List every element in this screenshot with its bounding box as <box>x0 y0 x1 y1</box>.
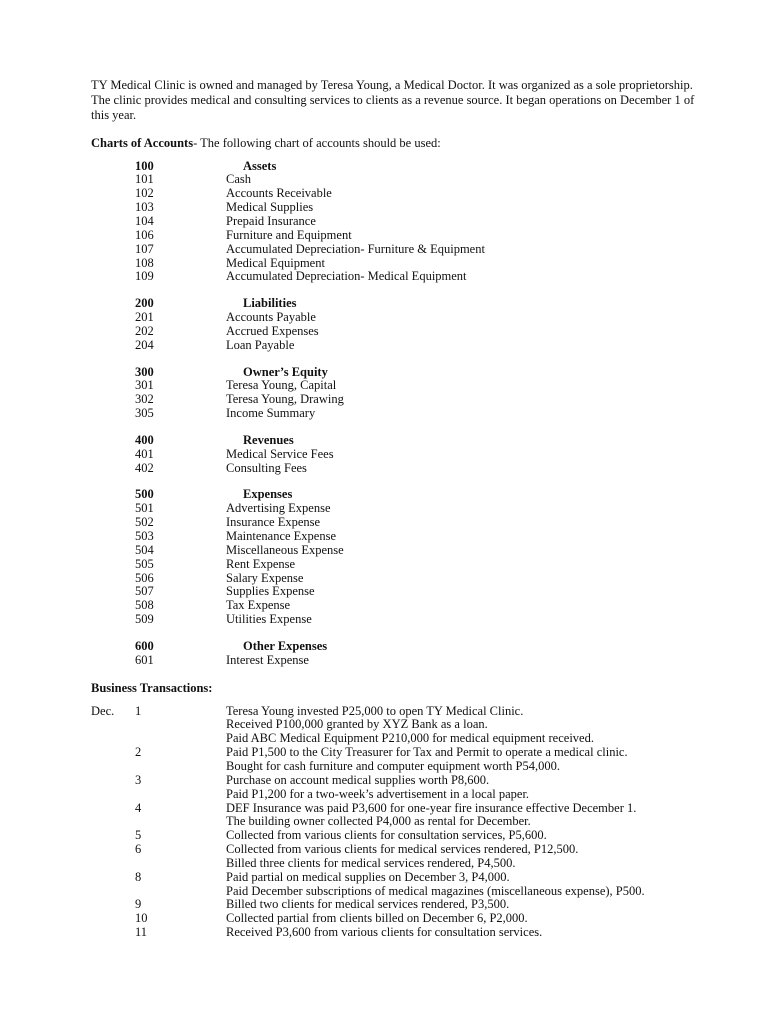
account-group-title: Revenues <box>243 432 294 447</box>
account-group <box>91 366 701 421</box>
transaction-text: Paid P1,500 to the City Treasurer for Tax and Permit to operate a medical clinic. <box>226 745 628 760</box>
account-name: Supplies Expense <box>226 584 315 599</box>
transaction-text: Paid P1,200 for a two-week’s advertisement in a local paper. <box>226 786 530 801</box>
account-group-code: 500 <box>135 487 154 502</box>
transaction-text: Purchase on account medical supplies worth P8,600. <box>226 772 490 787</box>
transaction-line <box>91 926 701 940</box>
account-name: Cash <box>226 172 251 187</box>
account-row <box>91 270 701 284</box>
account-row <box>91 393 701 407</box>
transaction-line <box>91 857 701 871</box>
account-row <box>91 502 701 516</box>
account-row <box>91 613 701 627</box>
account-code: 301 <box>135 378 154 393</box>
transaction-text: Collected from various clients for consultation services, P5,600. <box>226 828 547 843</box>
account-code: 204 <box>135 337 154 352</box>
account-code: 504 <box>135 542 154 557</box>
account-name: Rent Expense <box>226 556 296 571</box>
account-code: 601 <box>135 652 154 667</box>
transaction-day: 5 <box>135 828 142 843</box>
transaction-line <box>91 871 701 885</box>
account-code: 501 <box>135 501 154 516</box>
account-group-header <box>91 640 701 654</box>
account-row <box>91 257 701 271</box>
account-row <box>91 558 701 572</box>
account-name: Insurance Expense <box>226 515 321 530</box>
account-code: 302 <box>135 392 154 407</box>
transaction-line <box>91 912 701 926</box>
account-code: 509 <box>135 612 154 627</box>
account-name: Furniture and Equipment <box>226 227 352 242</box>
account-name: Medical Supplies <box>226 200 314 215</box>
transaction-line <box>91 718 701 732</box>
transaction-text: Paid ABC Medical Equipment P210,000 for medical equipment received. <box>226 731 594 746</box>
transaction-text: DEF Insurance was paid P3,600 for one-year fire insurance effective December 1. <box>226 800 637 815</box>
account-name: Prepaid Insurance <box>226 213 316 228</box>
account-group-title: Owner’s Equity <box>243 364 328 379</box>
account-row <box>91 572 701 586</box>
account-name: Teresa Young, Capital <box>226 378 337 393</box>
account-name: Accumulated Depreciation- Furniture & Equipment <box>226 241 485 256</box>
transaction-line <box>91 760 701 774</box>
transaction-text: Collected from various clients for medical services rendered, P12,500. <box>226 842 579 857</box>
account-code: 503 <box>135 529 154 544</box>
account-name: Tax Expense <box>226 598 291 613</box>
account-group <box>91 160 701 285</box>
account-code: 402 <box>135 460 154 475</box>
account-code: 106 <box>135 227 154 242</box>
transaction-text: Paid December subscriptions of medical magazines (miscellaneous expense), P500. <box>226 883 645 898</box>
account-name: Accounts Receivable <box>226 186 332 201</box>
transaction-day: 1 <box>135 703 142 718</box>
account-name: Medical Service Fees <box>226 446 334 461</box>
account-group-header <box>91 488 701 502</box>
account-code: 103 <box>135 200 154 215</box>
account-group-header <box>91 160 701 174</box>
account-code: 201 <box>135 310 154 325</box>
account-group-code: 600 <box>135 638 154 653</box>
account-row <box>91 379 701 393</box>
account-name: Accrued Expenses <box>226 323 319 338</box>
account-group-code: 100 <box>135 158 154 173</box>
chart-of-accounts-list <box>91 160 701 668</box>
account-row <box>91 311 701 325</box>
transaction-text: Billed two clients for medical services rendered, P3,500. <box>226 897 510 912</box>
transaction-text: Billed three clients for medical services rendered, P4,500. <box>226 855 516 870</box>
account-code: 508 <box>135 598 154 613</box>
account-code: 401 <box>135 446 154 461</box>
account-name: Consulting Fees <box>226 460 307 475</box>
account-row <box>91 201 701 215</box>
account-row <box>91 585 701 599</box>
account-code: 109 <box>135 269 154 284</box>
account-group <box>91 640 701 668</box>
account-row <box>91 215 701 229</box>
account-code: 305 <box>135 406 154 421</box>
transaction-line <box>91 774 701 788</box>
account-code: 104 <box>135 213 154 228</box>
account-name: Maintenance Expense <box>226 529 337 544</box>
account-group-header <box>91 434 701 448</box>
account-group <box>91 488 701 626</box>
account-group <box>91 297 701 352</box>
chart-of-accounts-title: Charts of Accounts <box>91 135 194 150</box>
business-transactions-heading: Business Transactions: <box>91 680 213 695</box>
account-name: Income Summary <box>226 406 316 421</box>
transaction-month: Dec. <box>91 703 115 718</box>
transaction-text: The building owner collected P4,000 as rental for December. <box>226 814 531 829</box>
account-code: 506 <box>135 570 154 585</box>
account-row <box>91 173 701 187</box>
transaction-day: 10 <box>135 911 148 926</box>
account-group-code: 200 <box>135 296 154 311</box>
account-row <box>91 339 701 353</box>
account-code: 101 <box>135 172 154 187</box>
transaction-day: 6 <box>135 842 142 857</box>
transaction-line <box>91 829 701 843</box>
transaction-text: Received P3,600 from various clients for consultation services. <box>226 925 543 940</box>
account-row <box>91 187 701 201</box>
chart-of-accounts-subtitle: - The following chart of accounts should be used: <box>193 135 441 150</box>
transaction-line <box>91 746 701 760</box>
transaction-line <box>91 843 701 857</box>
account-name: Loan Payable <box>226 337 295 352</box>
transaction-day: 3 <box>135 772 142 787</box>
account-code: 505 <box>135 556 154 571</box>
transaction-day: 4 <box>135 800 142 815</box>
account-code: 107 <box>135 241 154 256</box>
account-code: 102 <box>135 186 154 201</box>
account-group-title: Other Expenses <box>243 638 328 653</box>
account-code: 202 <box>135 323 154 338</box>
chart-of-accounts-heading <box>91 136 701 152</box>
intro-paragraph: TY Medical Clinic is owned and managed by Teresa Young, a Medical Doctor. It was organized as a sole proprietorship. The clinic provides medical and consulting services to clients as a revenue source. It began operations on December 1 of this year. <box>91 78 695 123</box>
transaction-line <box>91 815 701 829</box>
account-row <box>91 599 701 613</box>
account-row <box>91 516 701 530</box>
transaction-text: Paid partial on medical supplies on December 3, P4,000. <box>226 869 510 884</box>
account-name: Advertising Expense <box>226 501 331 516</box>
transaction-text: Teresa Young invested P25,000 to open TY Medical Clinic. <box>226 703 524 718</box>
account-row <box>91 530 701 544</box>
account-row <box>91 229 701 243</box>
account-name: Accumulated Depreciation- Medical Equipment <box>226 269 467 284</box>
account-name: Interest Expense <box>226 652 309 667</box>
transaction-line <box>91 898 701 912</box>
account-group-title: Expenses <box>243 487 293 502</box>
account-group <box>91 434 701 476</box>
account-group-code: 400 <box>135 432 154 447</box>
account-row <box>91 462 701 476</box>
transaction-text: Received P100,000 granted by XYZ Bank as a loan. <box>226 717 488 732</box>
transaction-line <box>91 732 701 746</box>
transaction-text: Bought for cash furniture and computer equipment worth P54,000. <box>226 758 560 773</box>
account-name: Miscellaneous Expense <box>226 542 344 557</box>
account-name: Salary Expense <box>226 570 304 585</box>
transaction-line <box>91 885 701 899</box>
account-group-title: Liabilities <box>243 296 297 311</box>
account-row <box>91 448 701 462</box>
account-name: Teresa Young, Drawing <box>226 392 344 407</box>
transaction-line <box>91 705 701 719</box>
transaction-day: 2 <box>135 745 142 760</box>
transaction-line <box>91 788 701 802</box>
transaction-text: Collected partial from clients billed on December 6, P2,000. <box>226 911 528 926</box>
transaction-day: 9 <box>135 897 142 912</box>
account-row <box>91 407 701 421</box>
account-group-title: Assets <box>243 158 277 173</box>
account-name: Medical Equipment <box>226 255 325 270</box>
account-row <box>91 544 701 558</box>
account-name: Utilities Expense <box>226 612 312 627</box>
account-group-header <box>91 366 701 380</box>
transactions-list <box>91 705 701 940</box>
account-name: Accounts Payable <box>226 310 316 325</box>
transaction-line <box>91 802 701 816</box>
account-code: 502 <box>135 515 154 530</box>
account-row <box>91 654 701 668</box>
transaction-day: 11 <box>135 925 148 940</box>
account-group-code: 300 <box>135 364 154 379</box>
document-page <box>91 78 701 940</box>
account-code: 108 <box>135 255 154 270</box>
account-group-header <box>91 297 701 311</box>
account-row <box>91 243 701 257</box>
account-code: 507 <box>135 584 154 599</box>
transaction-day: 8 <box>135 869 142 884</box>
account-row <box>91 325 701 339</box>
